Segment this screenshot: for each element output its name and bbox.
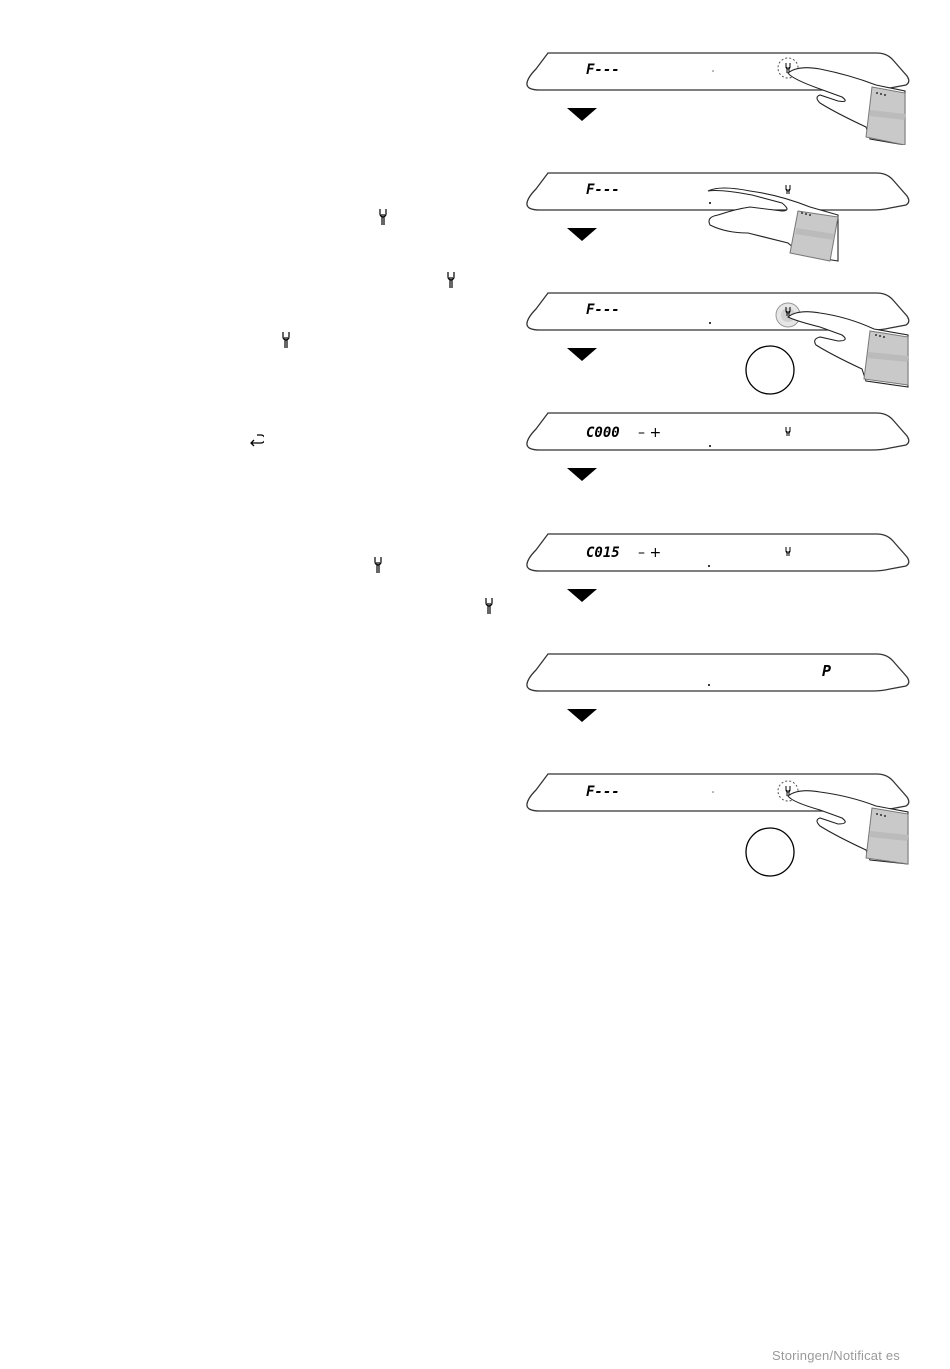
panel-display: F---	[586, 302, 620, 318]
indicator-dot	[712, 791, 714, 793]
control-panel-step-6	[520, 646, 915, 706]
minus-plus-controls: – +	[638, 425, 662, 441]
down-triangle-icon	[567, 468, 597, 482]
control-panel-step-5	[520, 526, 915, 586]
down-triangle-icon	[567, 589, 597, 603]
wrench-icon	[378, 208, 388, 226]
down-triangle-icon	[567, 709, 597, 723]
panel-display: C015	[586, 545, 620, 561]
panel-display: C000	[586, 425, 620, 441]
panel-display: F---	[586, 182, 620, 198]
footer-section-label: Storingen/Notificat es	[772, 1348, 900, 1363]
indicator-dot	[712, 70, 714, 72]
wrench-icon	[373, 556, 383, 574]
duration-circle	[744, 826, 796, 878]
panel-display: F---	[586, 784, 620, 800]
wrench-icon	[484, 597, 494, 615]
indicator-dot	[709, 322, 711, 324]
control-panel-step-7	[520, 766, 915, 866]
down-triangle-icon	[567, 228, 597, 242]
indicator-dot	[709, 202, 711, 204]
control-panel-step-1	[520, 45, 915, 145]
down-triangle-icon	[567, 108, 597, 122]
indicator-dot	[708, 565, 710, 567]
panel-display: F---	[586, 62, 620, 78]
wrench-icon	[446, 271, 456, 289]
p-symbol: P	[822, 662, 832, 680]
control-panel-step-2	[520, 165, 915, 265]
wrench-icon	[281, 331, 291, 349]
control-panel-step-4	[520, 405, 915, 465]
control-panel-step-3	[520, 285, 915, 395]
duration-circle	[744, 344, 796, 396]
indicator-dot	[708, 684, 710, 686]
minus-plus-controls: – +	[638, 545, 662, 561]
down-triangle-icon	[567, 348, 597, 362]
return-arrow-icon	[248, 433, 264, 447]
indicator-dot	[709, 445, 711, 447]
